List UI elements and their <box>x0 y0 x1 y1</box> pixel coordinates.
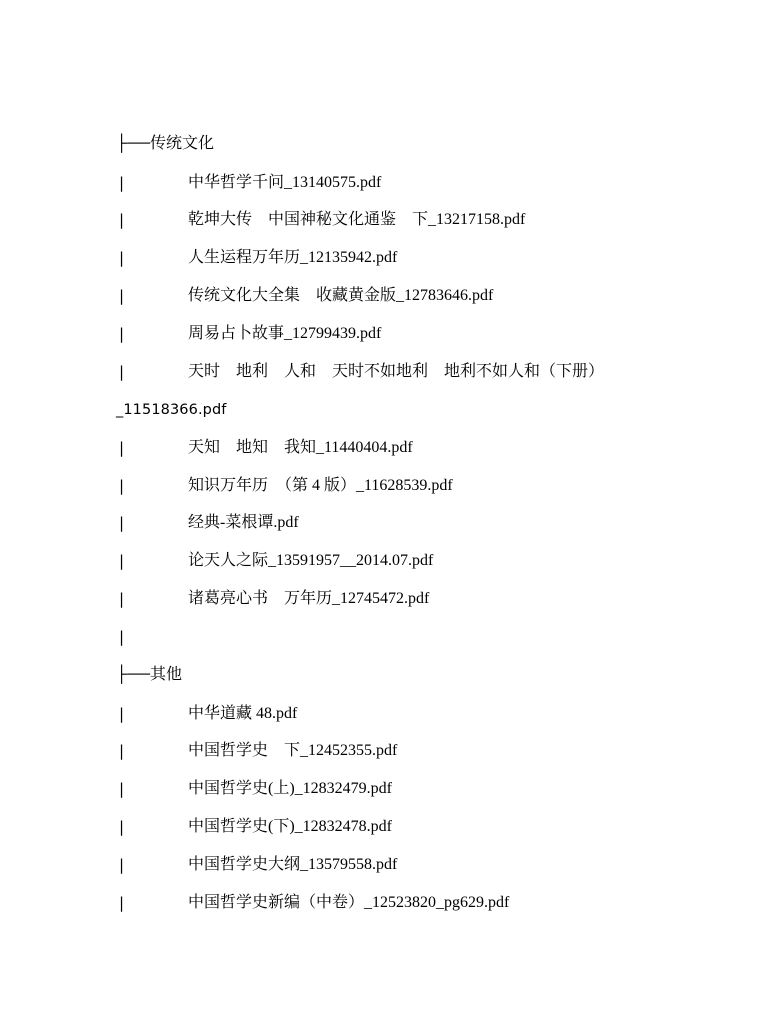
list-item <box>0 547 768 575</box>
list-item <box>0 472 768 500</box>
file-entry: 知识万年历 （第 4 版）_11628539.pdf <box>188 477 453 494</box>
section-heading-text: ├──其他 <box>116 666 183 683</box>
tree-pipe: | <box>119 780 125 798</box>
tree-pipe: | <box>119 249 125 267</box>
file-entry-continuation: _11518366.pdf <box>116 402 227 418</box>
list-item <box>0 244 768 272</box>
list-item <box>0 320 768 348</box>
tree-pipe: | <box>119 818 125 836</box>
file-entry: 经典-菜根谭.pdf <box>188 514 299 531</box>
section-heading-other <box>0 661 768 689</box>
file-entry: 中国哲学史新编（中卷）_12523820_pg629.pdf <box>188 894 510 911</box>
tree-pipe: | <box>119 628 125 646</box>
tree-pipe: | <box>119 705 125 723</box>
tree-pipe: | <box>119 894 125 912</box>
tree-pipe: | <box>119 174 125 192</box>
tree-pipe: | <box>119 514 125 532</box>
tree-pipe: | <box>119 552 125 570</box>
file-entry: 中国哲学史(上)_12832479.pdf <box>188 780 392 797</box>
list-item-spacer <box>0 623 768 651</box>
list-item <box>0 358 768 386</box>
list-item <box>0 813 768 841</box>
file-entry: 中华哲学千问_13140575.pdf <box>188 174 382 191</box>
tree-pipe: | <box>119 439 125 457</box>
file-entry: 中国哲学史 下_12452355.pdf <box>188 742 398 759</box>
file-entry: 诸葛亮心书 万年历_12745472.pdf <box>188 590 430 607</box>
tree-pipe: | <box>119 477 125 495</box>
file-entry: 乾坤大传 中国神秘文化通鉴 下_13217158.pdf <box>188 211 526 228</box>
file-entry: 人生运程万年历_12135942.pdf <box>188 249 398 266</box>
section-heading-text: ├──传统文化 <box>116 135 215 152</box>
file-entry: 传统文化大全集 收藏黄金版_12783646.pdf <box>188 287 494 304</box>
file-entry: 天知 地知 我知_11440404.pdf <box>188 439 413 456</box>
tree-pipe: | <box>119 325 125 343</box>
list-item <box>0 434 768 462</box>
list-item <box>0 737 768 765</box>
list-item <box>0 169 768 197</box>
list-item <box>0 206 768 234</box>
list-item-continuation <box>0 396 768 424</box>
tree-pipe: | <box>119 742 125 760</box>
file-entry: 天时 地利 人和 天时不如地利 地利不如人和（下册） <box>188 363 605 380</box>
list-item <box>0 585 768 613</box>
section-heading-traditional-culture <box>0 130 768 158</box>
list-item <box>0 509 768 537</box>
list-item <box>0 889 768 917</box>
tree-pipe: | <box>119 287 125 305</box>
file-entry: 中国哲学史大纲_13579558.pdf <box>188 856 398 873</box>
list-item <box>0 775 768 803</box>
tree-pipe: | <box>119 363 125 381</box>
list-item <box>0 700 768 728</box>
list-item <box>0 851 768 879</box>
file-entry: 中华道藏 48.pdf <box>188 705 298 722</box>
file-entry: 中国哲学史(下)_12832478.pdf <box>188 818 392 835</box>
tree-pipe: | <box>119 211 125 229</box>
tree-pipe: | <box>119 856 125 874</box>
file-entry: 周易占卜故事_12799439.pdf <box>188 325 382 342</box>
list-item <box>0 282 768 310</box>
tree-pipe: | <box>119 590 125 608</box>
file-entry: 论天人之际_13591957__2014.07.pdf <box>188 552 434 569</box>
